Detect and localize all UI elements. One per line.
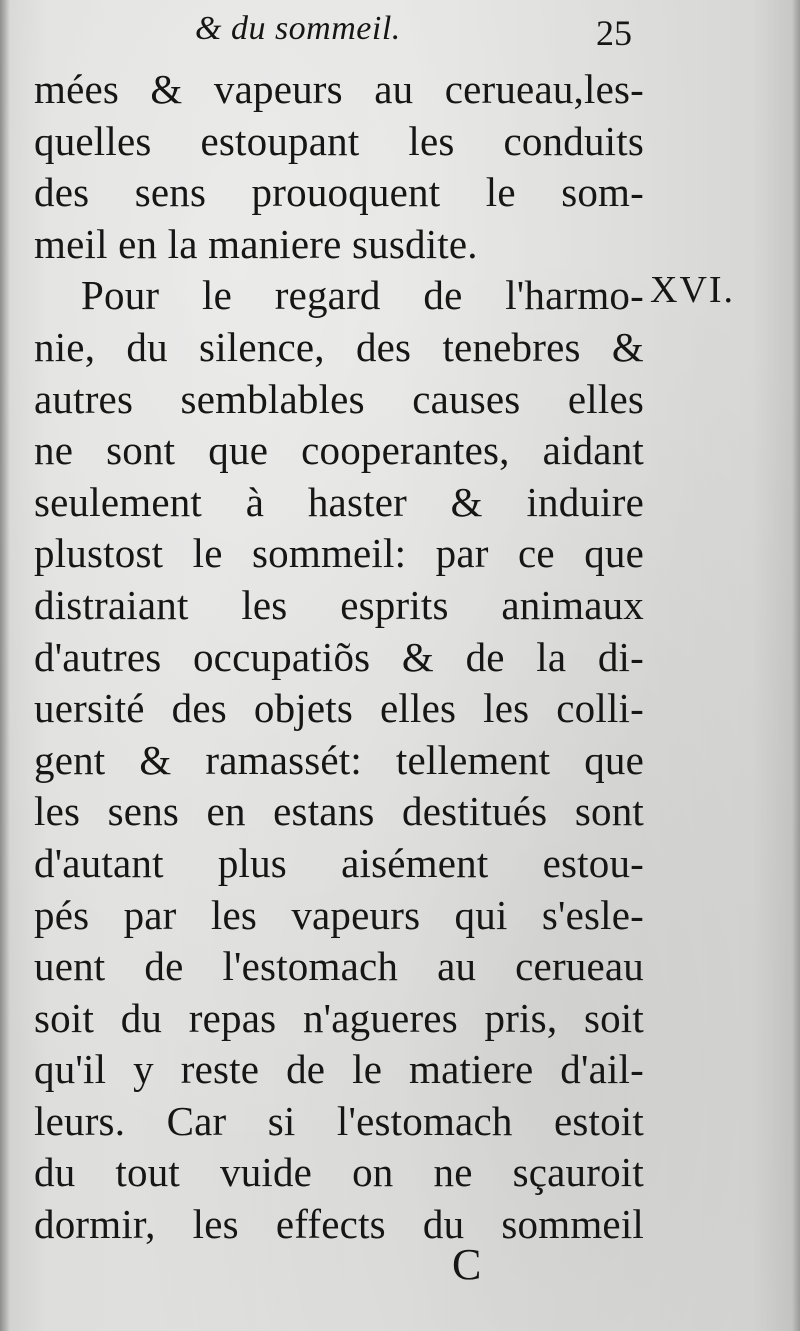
signature-mark: C: [452, 1240, 482, 1289]
text-line: plustost le sommeil: par ce que: [34, 530, 644, 577]
text-line: nie, du silence, des tenebres &: [34, 323, 644, 370]
text-line: du tout vuide on ne sçauroit: [34, 1149, 644, 1196]
page-number: 25: [596, 13, 632, 53]
text-line: d'autant plus aisément estou-: [34, 839, 644, 886]
text-line: les sens en estans destitués sont: [34, 788, 644, 835]
text-line: soit du repas n'agueres pris, soit: [34, 994, 644, 1041]
body-text: [34, 64, 644, 1251]
text-line: ne sont que cooperantes, aidant: [34, 427, 644, 474]
page-edge-right: [792, 0, 800, 1331]
text-line: gent & ramassét: tellement que: [34, 736, 644, 783]
text-line: seulement à haster & induire: [34, 478, 644, 525]
text-line: Pour le regard de l'harmo-: [81, 272, 644, 319]
text-line: uent de l'estomach au cerueau: [34, 943, 644, 990]
text-line: des sens prouoquent le som-: [34, 169, 644, 216]
text-line: dormir, les effects du sommeil: [34, 1201, 644, 1248]
text-line: distraiant les esprits animaux: [34, 581, 644, 628]
text-line: uersité des objets elles les colli-: [34, 685, 644, 732]
text-line: mées & vapeurs au cerueau,les-: [34, 66, 644, 112]
text-line: meil en la maniere susdite.: [34, 220, 478, 267]
text-line: pés par les vapeurs qui s'esle-: [34, 891, 644, 938]
text-line: autres semblables causes elles: [34, 375, 644, 422]
text-line: quelles estoupant les conduits: [34, 117, 644, 164]
text-line: leurs. Car si l'estomach estoit: [34, 1097, 644, 1144]
text-line: qu'il y reste de le matiere d'ail-: [34, 1046, 644, 1093]
margin-note: XVI.: [650, 269, 736, 311]
text-line: d'autres occupatiõs & de la di-: [34, 633, 644, 680]
running-head: & du sommeil.: [195, 10, 401, 47]
page-edge-left: [0, 0, 10, 1331]
